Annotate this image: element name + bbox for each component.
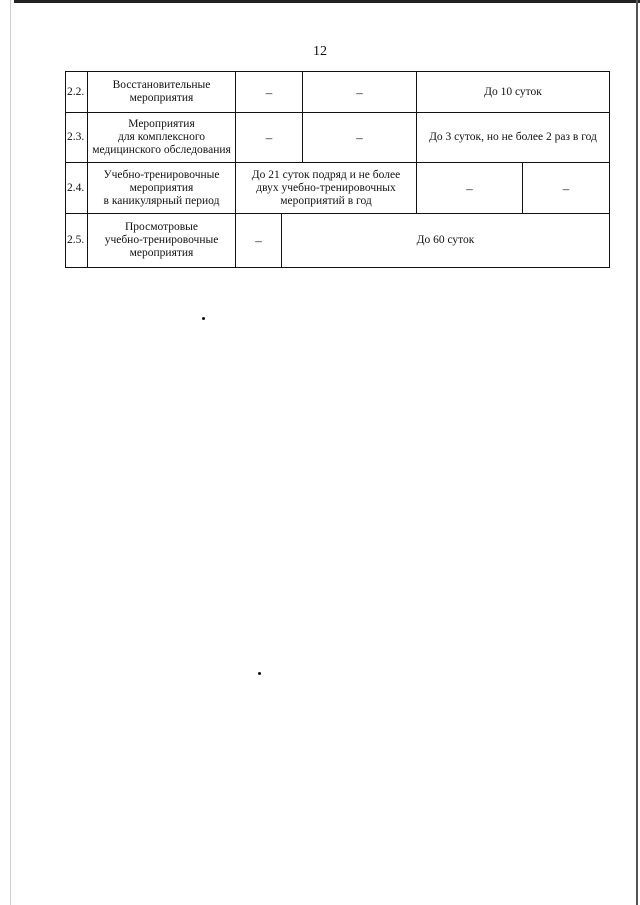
event-name: Просмотровые учебно-тренировочные мероприятия — [87, 213, 236, 268]
table-cell: – — [302, 71, 417, 113]
row-number: 2.5. — [65, 213, 88, 268]
row-number: 2.2. — [65, 71, 88, 113]
scan-speck — [202, 317, 205, 320]
table-cell: – — [416, 162, 523, 214]
table-cell: – — [522, 162, 610, 214]
event-name: Восстановительные мероприятия — [87, 71, 236, 113]
table-cell: – — [235, 112, 303, 163]
page-number: 12 — [313, 44, 327, 59]
event-name: Учебно-тренировочные мероприятия в каникулярный период — [87, 162, 236, 214]
event-name: Мероприятия для комплексного медицинского обследования — [87, 112, 236, 163]
table-cell: До 21 суток подряд и не более двух учебно-тренировочных мероприятий в год — [235, 162, 417, 214]
scan-top-edge — [14, 0, 640, 3]
table-cell: – — [302, 112, 417, 163]
table-cell: – — [235, 213, 282, 268]
table-cell: До 3 суток, но не более 2 раз в год — [416, 112, 610, 163]
table-cell: – — [235, 71, 303, 113]
scan-right-edge — [636, 0, 638, 905]
table-cell: До 60 суток — [281, 213, 610, 268]
row-number: 2.4. — [65, 162, 88, 214]
scan-left-edge — [10, 0, 11, 905]
row-number: 2.3. — [65, 112, 88, 163]
scan-speck — [258, 672, 261, 675]
table-cell: До 10 суток — [416, 71, 610, 113]
